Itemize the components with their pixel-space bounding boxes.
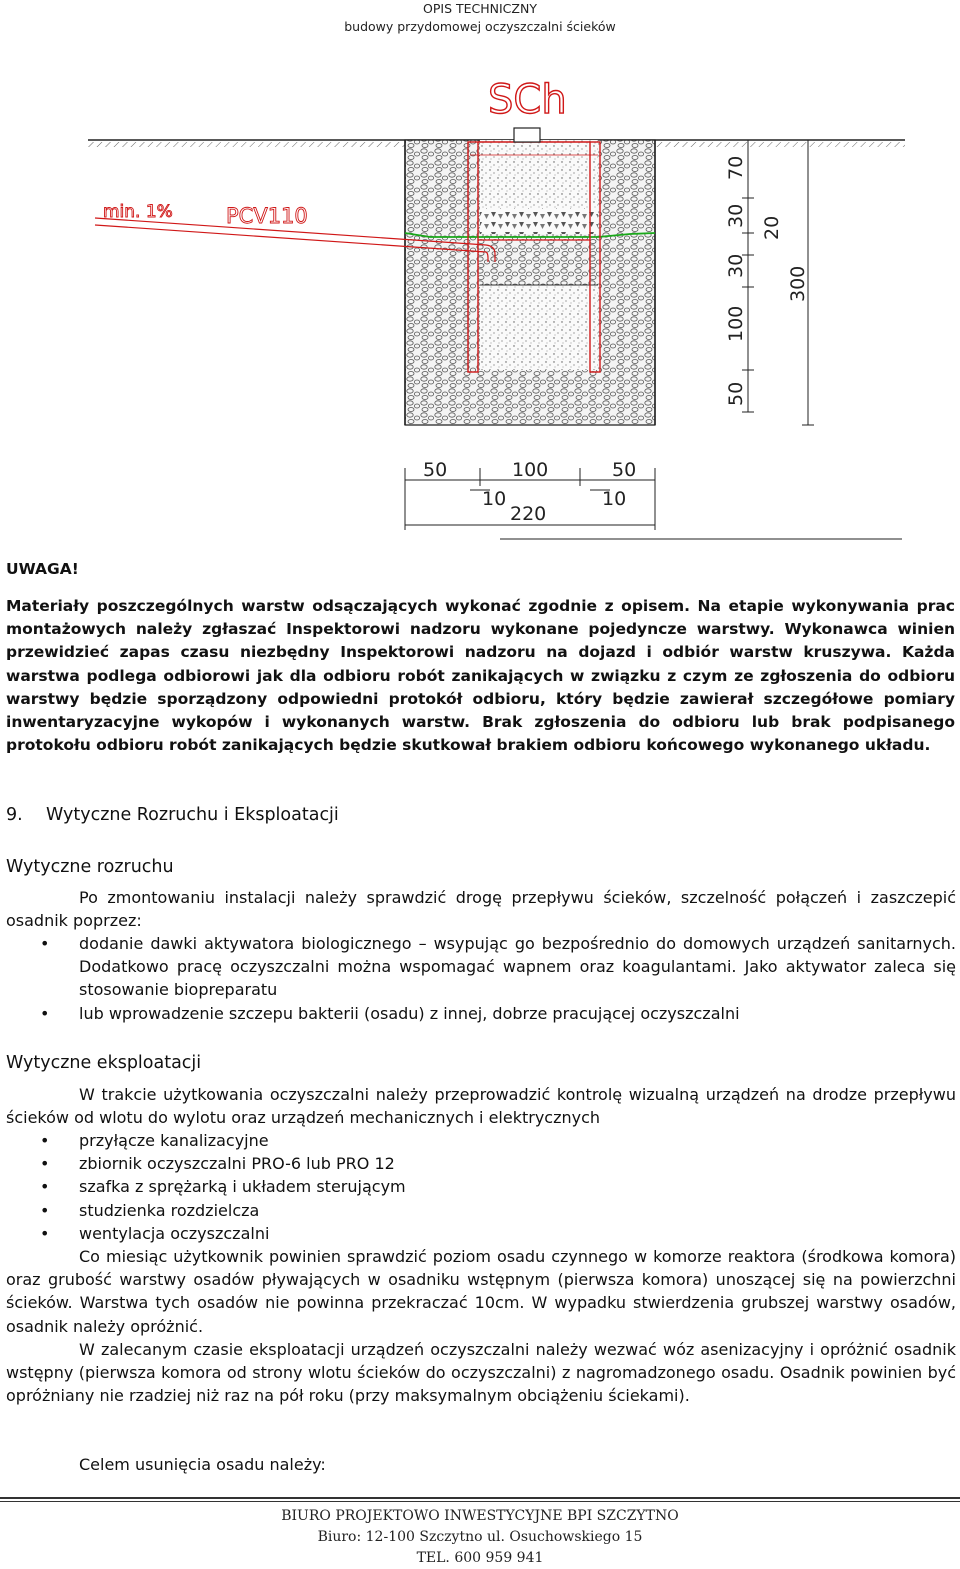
technical-drawing (0, 40, 960, 550)
rozruch-list (6, 932, 956, 1025)
dim-bottom-50-left: 50 (423, 459, 448, 481)
dim-bottom-220: 220 (510, 503, 547, 525)
footer-company: BIURO PROJEKTOWO INWESTYCYJNE BPI SZCZYTNO (281, 1508, 679, 1524)
eksploatacja-list (6, 1129, 956, 1245)
footer-divider-thin (0, 1501, 960, 1502)
eksploatacja-paragraph-2: W zalecanym czasie eksploatacji urządzeń oczyszczalni należy wezwać wóz asenizacyjny i opróżnić osadnik wstępny (pierwsza komora od strony wlotu ścieków do oczyszczalni) z nagromadzonego osadu. Osadnik powinien być opróżniany nie rzadziej niż raz na pół roku (przy maksymalnym obciążeniu ściekami). (6, 1340, 956, 1406)
footer-divider (0, 1497, 960, 1499)
eksploatacja-paragraph-1: Co miesiąc użytkownik powinien sprawdzić poziom osadu czynnego w komorze reaktora (środkowa komora) oraz grubość warstwy osadów pływających w osadniku wstępnym (pierwsza komora) unoszącej się na powierzchni ścieków. Warstwa tych osadów nie powinna przekraczać 10cm. W wypadku stwierdzenia grubszej warstwy osadów, osadnik należy opróżnić. (6, 1247, 956, 1336)
dim-bottom-10-left: 10 (482, 488, 507, 510)
dim-100: 100 (725, 305, 747, 342)
list-item: • lub wprowadzenie szczepu bakterii (osadu) z innej, dobrze pracującej oczyszczalni (6, 1002, 956, 1025)
section-title: Wytyczne Rozruchu i Eksploatacji (46, 805, 339, 825)
rozruch-intro: Po zmontowaniu instalacji należy sprawdzić drogę przepływu ścieków, szczelność połączeń i zaszczepić osadnik poprzez: (6, 888, 956, 931)
pipe-label: PCV110 (226, 204, 308, 228)
warning-label: UWAGA! (6, 560, 79, 578)
dim-30-b: 30 (725, 253, 747, 278)
list-item: • studzienka rozdzielcza (6, 1199, 956, 1222)
list-item: • dodanie dawki aktywatora biologicznego – wsypując go bezpośrednio do domowych urządzeń sanitarnych. Dodatkowo pracę oczyszczalni można wspomagać wapnem oraz koagulantami. Jako aktywator zaleca się stosowanie biopreparatu (6, 932, 956, 1002)
list-item: • przyłącze kanalizacyjne (6, 1129, 956, 1152)
section-number: 9. (6, 805, 23, 825)
dim-30-a: 30 (725, 203, 747, 228)
drawing-title: SCh (488, 77, 567, 123)
dim-20: 20 (761, 215, 783, 240)
page-footer (0, 1506, 960, 1569)
dim-bottom-50-right: 50 (612, 459, 637, 481)
list-item: • zbiornik oczyszczalni PRO-6 lub PRO 12 (6, 1152, 956, 1175)
dim-bottom-10-right: 10 (602, 488, 627, 510)
section-9-heading (6, 805, 339, 825)
notice-paragraph: Materiały poszczególnych warstw odsączających wykonać zgodnie z opisem. Na etapie wykonywania prac montażowych należy zgłaszać Inspektorowi nadzoru wykonane pojedyncze warstwy. Wykonawca winien przewidzieć zapas czasu niezbędny Inspektorowi nadzoru na dojazd i odbiór warstw kruszywa. Każda warstwa podlega odbiorowi jak dla odbioru robót zanikających w związku z czym ze zgłoszenia do odbioru warstwy będzie sporządzony odpowiedni protokół odbioru, który będzie zawierał szczegółowe pomiary inwentaryzacyjne wykopów i wykonanych warstw. Brak zgłoszenia do odbioru lub brak podpisanego protokołu odbioru robót zanikających będzie skutkował brakiem odbioru końcowego wykonanego układu. (6, 597, 955, 755)
footer-address: Biuro: 12-100 Szczytno ul. Osuchowskiego 15 (317, 1529, 643, 1545)
footer-phone: TEL. 600 959 941 (416, 1550, 544, 1566)
eksploatacja-heading: Wytyczne eksploatacji (6, 1053, 202, 1073)
dim-70: 70 (725, 155, 747, 180)
dim-50: 50 (725, 381, 747, 406)
list-item: • wentylacja oczyszczalni (6, 1222, 956, 1245)
eksploatacja-paragraph-3: Celem usunięcia osadu należy: (79, 1455, 326, 1474)
dim-300: 300 (787, 265, 809, 302)
header-title: OPIS TECHNICZNY (423, 1, 537, 16)
rozruch-heading: Wytyczne rozruchu (6, 857, 174, 877)
dim-bottom-100: 100 (512, 459, 549, 481)
eksploatacja-intro: W trakcie użytkowania oczyszczalni należy przeprowadzić kontrolę wizualną urządzeń na drodze przepływu ścieków od wlotu do wylotu oraz urządzeń mechanicznych i elektrycznych (6, 1085, 956, 1128)
page-header (0, 0, 960, 36)
slope-label: min. 1% (103, 202, 173, 222)
list-item: • szafka z sprężarką i układem sterującym (6, 1175, 956, 1198)
header-subtitle: budowy przydomowej oczyszczalni ścieków (344, 19, 616, 34)
